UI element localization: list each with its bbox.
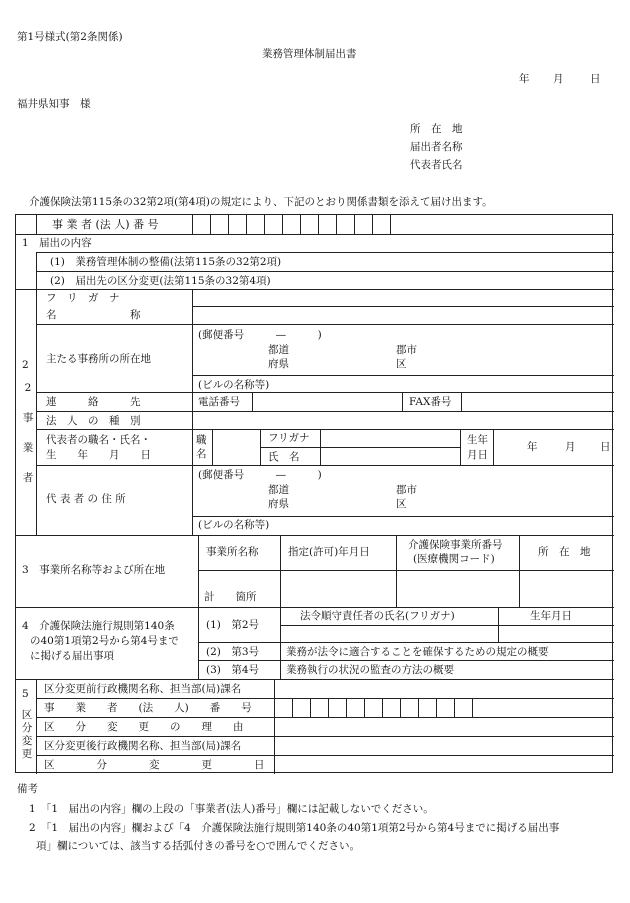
- birth-month-label: 月: [565, 441, 576, 453]
- note-1: 1 「1 届出の内容」欄の上段の「事業者(法人)番号」欄には記載しないでください。: [29, 803, 434, 815]
- applicant-name-label: 届出者名称: [410, 141, 463, 153]
- shoku-label: 職: [196, 434, 207, 446]
- section4-title-3: に掲げる届出事項: [30, 650, 114, 662]
- furigana-small-label: フリガナ: [268, 432, 310, 444]
- ku-2: 区: [396, 498, 407, 510]
- rep-info-label-1: 代表者の職名・氏名・: [46, 434, 151, 446]
- s5-row3-label: 区 分 変 更 の 理 由: [44, 721, 244, 733]
- fuken-1: 府県: [268, 358, 289, 370]
- shimei-label: 氏 名: [268, 451, 300, 463]
- date-day-label: 日: [590, 73, 601, 85]
- ku-1: 区: [396, 358, 407, 370]
- section4-title-2: の40第1項第2号から第4号まで: [30, 635, 179, 647]
- s5-row1-label: 区分変更前行政機関名称、担当部(局)課名: [44, 683, 242, 695]
- s5-row2-label: 事 業 者 (法 人) 番 号: [44, 702, 252, 714]
- notes-title: 備考: [17, 783, 38, 795]
- applicant-rep-label: 代表者氏名: [410, 159, 463, 171]
- intro-text: 介護保険法第115条の32第2項(第4項)の規定により、下記のとおり関係書類を添えて届け出ます。: [29, 196, 493, 208]
- rep-address-label: 代 表 者 の 住 所: [46, 493, 126, 505]
- fuken-2: 府県: [268, 498, 289, 510]
- addressee: 福井県知事 様: [17, 98, 91, 110]
- todofu-2: 都道: [268, 484, 289, 496]
- birth-year-label: 年: [527, 441, 538, 453]
- gappi-label: 月日: [467, 449, 488, 461]
- s3-total-label: 計 箇所: [204, 591, 257, 603]
- seinen-label: 生年: [467, 434, 488, 446]
- main-office-label: 主たる事務所の所在地: [46, 353, 151, 365]
- section5-number: 5: [22, 688, 29, 700]
- gunshi-1: 郡市: [396, 344, 417, 356]
- corp-type-label: 法 人 の 種 別: [46, 415, 141, 427]
- page-title: 業務管理体制届出書: [262, 48, 357, 60]
- building-2: (ビルの名称等): [198, 519, 270, 531]
- postal-code-2: (郵便番号 — ): [198, 469, 322, 481]
- building-1: (ビルの名称等): [198, 379, 270, 391]
- note-2-line1: 2 「1 届出の内容」欄および「4 介護保険法施行規則第140条の40第1項第2号から第4号までに掲げる届出事: [29, 822, 560, 834]
- section3-title: 3 事業所名称等および所在地: [22, 564, 166, 576]
- fax-label: FAX番号: [409, 396, 452, 408]
- section1-item2[interactable]: (2) 届出先の区分変更(法第115条の32第4項): [50, 275, 271, 287]
- s4-row3-text: 業務執行の状況の監査の方法の概要: [286, 664, 454, 676]
- s3-header-name: 事業所名称: [206, 546, 259, 558]
- note-2-line2: 項」欄については、該当する括弧付きの番号を○で囲んでください。: [36, 840, 360, 852]
- name-label: 名 称: [46, 309, 141, 321]
- date-year-label: 年: [519, 73, 530, 85]
- section2-number: 2: [22, 359, 29, 371]
- todofu-1: 都道: [268, 344, 289, 356]
- notification-form: [15, 214, 613, 773]
- s3-header-number: 介護保険事業所番号: [408, 539, 503, 551]
- tel-label: 電話番号: [198, 396, 240, 408]
- s4-row1-header-name: 法令順守責任者の氏名(フリガナ): [300, 610, 455, 622]
- section1-title: 1 届出の内容: [22, 237, 92, 249]
- s3-header-date: 指定(許可)年月日: [288, 546, 370, 558]
- birth-day-label: 日: [600, 441, 611, 453]
- section4-title-1: 4 介護保険法施行規則第140条: [22, 620, 175, 632]
- contact-label: 連 絡 先: [46, 396, 141, 408]
- s4-row2-label[interactable]: (2) 第3号: [206, 646, 260, 658]
- rep-info-label-2: 生 年 月 日: [46, 449, 151, 461]
- business-number-label: 事 業 者 (法 人) 番 号: [52, 218, 159, 231]
- applicant-address-label: 所 在 地: [410, 123, 463, 135]
- s5-row4-label: 区分変更後行政機関名称、担当部(局)課名: [44, 740, 242, 752]
- section2-side-label: 2事業者: [22, 382, 34, 484]
- form-number: 第1号様式(第2条関係): [17, 31, 123, 43]
- s4-row3-label[interactable]: (3) 第4号: [206, 664, 260, 676]
- s4-row2-text: 業務が法令に適合することを確保するための規定の概要: [286, 646, 549, 658]
- mei-label: 名: [196, 448, 207, 460]
- section1-item1[interactable]: (1) 業務管理体制の整備(法第115条の32第2項): [50, 256, 282, 268]
- furigana-label: フ リ ガ ナ: [46, 292, 120, 304]
- s3-header-code: (医療機関コード): [413, 553, 495, 565]
- section5-side-label: 区分変更: [21, 709, 33, 760]
- s4-row1-header-birth: 生年月日: [530, 610, 572, 622]
- date-month-label: 月: [553, 73, 564, 85]
- gunshi-2: 郡市: [396, 484, 417, 496]
- s4-row1-label[interactable]: (1) 第2号: [206, 619, 260, 631]
- s3-header-address: 所 在 地: [538, 546, 591, 558]
- s5-row5-label: 区 分 変 更 日: [44, 759, 265, 771]
- postal-code-1: (郵便番号 — ): [198, 329, 322, 341]
